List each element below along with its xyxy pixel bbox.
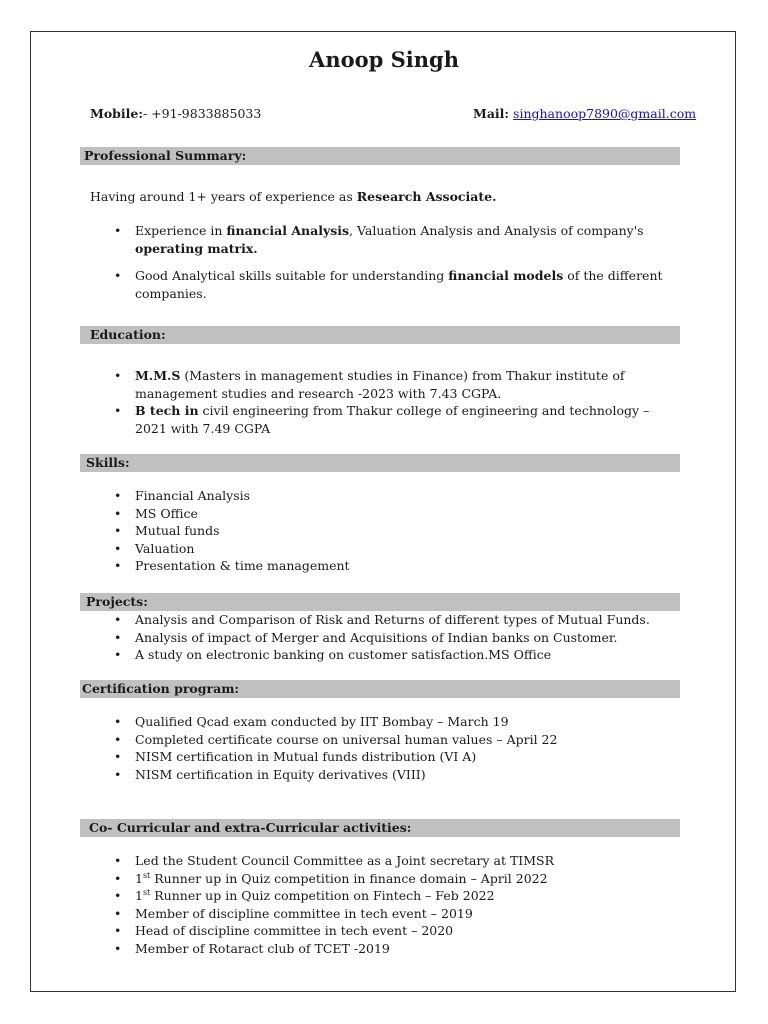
list-item: • Good Analytical skills suitable for understanding financial models of the different companies. [110,267,690,302]
candidate-name: Anoop Singh [309,47,459,72]
mail-label: Mail: [473,106,510,121]
mobile-label: Mobile: [90,106,143,121]
list-item: • NISM certification in Mutual funds distribution (VI A) [110,748,680,766]
mail-line [473,106,696,121]
list-item: • Head of discipline committee in tech event – 2020 [110,922,680,940]
summary-intro: Having around 1+ years of experience as Research Associate. [90,189,497,204]
education-list [110,367,675,437]
list-item: • Presentation & time management [110,557,670,575]
mobile-line [90,106,261,121]
summary-list [110,222,690,302]
list-item: • Member of discipline committee in tech event – 2019 [110,905,680,923]
list-item: • Valuation [110,540,670,558]
list-item: • B tech in civil engineering from Thakur college of engineering and technology – 2021 with 7.49 CGPA [110,402,675,437]
list-item: • Analysis of impact of Merger and Acquisitions of Indian banks on Customer. [110,629,680,647]
projects-list [110,611,680,664]
list-item: • MS Office [110,505,670,523]
certification-heading: Certification program: [80,680,680,698]
projects-heading: Projects: [80,593,680,611]
list-item: • A study on electronic banking on customer satisfaction.MS Office [110,646,680,664]
list-item: • Financial Analysis [110,487,670,505]
list-item: • M.M.S (Masters in management studies in Finance) from Thakur institute of management studies and research -2023 with 7.43 CGPA. [110,367,675,402]
skills-list [110,487,670,575]
list-item: • Qualified Qcad exam conducted by IIT Bombay – March 19 [110,713,680,731]
summary-heading: Professional Summary: [80,147,680,165]
list-item: • 1st Runner up in Quiz competition on Fintech – Feb 2022 [110,887,680,905]
list-item: • 1st Runner up in Quiz competition in finance domain – April 2022 [110,870,680,888]
list-item: • Led the Student Council Committee as a Joint secretary at TIMSR [110,852,680,870]
activities-heading: Co- Curricular and extra-Curricular activities: [80,819,680,837]
list-item: • Experience in financial Analysis, Valuation Analysis and Analysis of company's operating matrix. [110,222,690,257]
mobile-value: - +91-9833885033 [142,106,262,121]
list-item: • NISM certification in Equity derivatives (VIII) [110,766,680,784]
list-item: • Analysis and Comparison of Risk and Returns of different types of Mutual Funds. [110,611,680,629]
education-heading: Education: [80,326,680,344]
list-item: • Mutual funds [110,522,670,540]
activities-list [110,852,680,957]
list-item: • Completed certificate course on universal human values – April 22 [110,731,680,749]
email-link[interactable]: singhanoop7890@gmail.com [513,106,697,121]
skills-heading: Skills: [80,454,680,472]
list-item: • Member of Rotaract club of TCET -2019 [110,940,680,958]
certification-list [110,713,680,783]
